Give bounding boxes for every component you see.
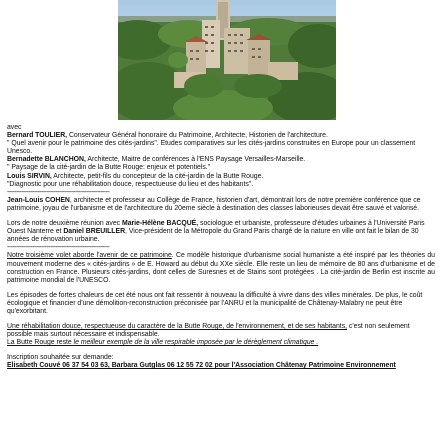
speaker-2 bbox=[7, 156, 435, 172]
speaker-talk: " Quel avenir pour le patrimoine des cités-jardins". Etudes comparatives sur les cités-jardins construites en Europe pour un classement Unesco. bbox=[7, 140, 416, 156]
cohen-name: Jean-Louis COHEN bbox=[7, 196, 70, 204]
speaker-3 bbox=[7, 173, 435, 189]
paragraph-best-example: La Butte Rouge reste le meilleur exemple de la ville respirable imposée par le dérèglement climatique . bbox=[7, 339, 319, 347]
paragraph-rehab: Une réhabilitation douce, respectueuse du caractère de la Butte Rouge, de l'environnement, et de ses habitants, c'est non seulement possible mais surtout nécessaire et indispensable. bbox=[7, 323, 410, 339]
aerial-photo bbox=[118, 0, 336, 120]
document-body bbox=[7, 124, 435, 371]
signup-label: Inscription souhaitée sur demande: bbox=[7, 354, 114, 362]
paragraph-third: Notre troisième volet aborde l'avenir de ce patrimoine. Ce modèle historique d'urbanisme social humaniste a été inspiré par les théories du mouvement moderne des « cités-jardins » de E. Howard au début du XXe siècle. Elle reste un lieu de mémoire de 80 ans d'urbanisme et de construction en France. Plusieurs cités-jardins, dont celles de Suresnes et de Stains sont protégées . La cité-jardin de Berlin est inscrite au patrimoine mondial de l'UNESCO. bbox=[7, 252, 435, 284]
speaker-role: Architecte, Maitre de conférences à l'ENS Paysage Versailles-Marseille. bbox=[85, 156, 306, 164]
separator-line: --------------------------------------------------------- bbox=[7, 244, 110, 252]
speaker-1 bbox=[7, 132, 435, 156]
speaker-talk: "Diagnostic pour une réhabilitation douce, respectueuse du lieu et des habitants". bbox=[7, 180, 254, 188]
rehab-heading: Une réhabilitation douce, respectueuse du caractère de la Butte Rouge, de l'environnement, et de ses habitants, bbox=[7, 323, 348, 331]
intro-text: avec bbox=[7, 124, 22, 131]
paragraph-cohen: Jean-Louis COHEN, architecte et professeur au Collège de France, historien d'art, démontrait lors de notre première conférence que ce patrimoine, joyau de l'urbanisme et de l'architecture du 20eme siècle à destination des classes laborieuses devait être sauvé et valorisé. bbox=[7, 196, 421, 212]
breuiller-name: Daniel BREUILLER bbox=[63, 228, 126, 236]
speaker-name: Bernard TOULIER, bbox=[7, 132, 68, 140]
contact-line: Elisabeth Couvé 06 37 54 03 63, Barbara Gutglas 06 12 55 72 02 pour l'Association Châtenay Patrimoine Environnement bbox=[7, 362, 396, 370]
paragraph-heat: Les épisodes de fortes chaleurs de cet été nous ont fait ressentir à nouveau la difficulté à vivre dans des villes minérales. De plus, le coût écologique et financier d'une démolition-reconstruction préconisée par l'ANRU et la municipalité de Châtenay-Malabry ne peut être qu'exorbitant. bbox=[7, 291, 423, 315]
third-heading: Notre troisième volet aborde l'avenir de ce patrimoine bbox=[7, 252, 172, 260]
paragraph-bacque: Lors de notre deuxième réunion avec Marie-Hélène BACQUÉ, sociologue et urbaniste, professeure d'études urbaines à l'Université Paris Ouest Nanterre et Daniel BREUILLER, Vice-président de la Métropole du Grand Paris chargé de la nature en ville ont fait le bilan de 30 années de rénovation urbaine. bbox=[7, 220, 425, 244]
speaker-role: Architecte, petit-fils du concepteur de la cité-jardin de la Butte Rouge. bbox=[51, 172, 264, 180]
speaker-name: Louis SIRVIN, bbox=[7, 172, 52, 180]
photo-illustration bbox=[118, 0, 336, 120]
bacque-name: Marie-Hélène BACQUÉ, bbox=[121, 220, 199, 228]
speaker-name: Bernadette BLANCHON, bbox=[7, 156, 86, 164]
speaker-talk: " Paysage de la cité-jardin de la Butte Rouge: enjeux et potentiels." bbox=[7, 164, 211, 172]
speaker-role: Conservateur Général honoraire du Patrimoine, Architecte, Historien de l'architecture. bbox=[67, 132, 328, 140]
separator-line: --------------------------------------------------------- bbox=[7, 188, 110, 196]
